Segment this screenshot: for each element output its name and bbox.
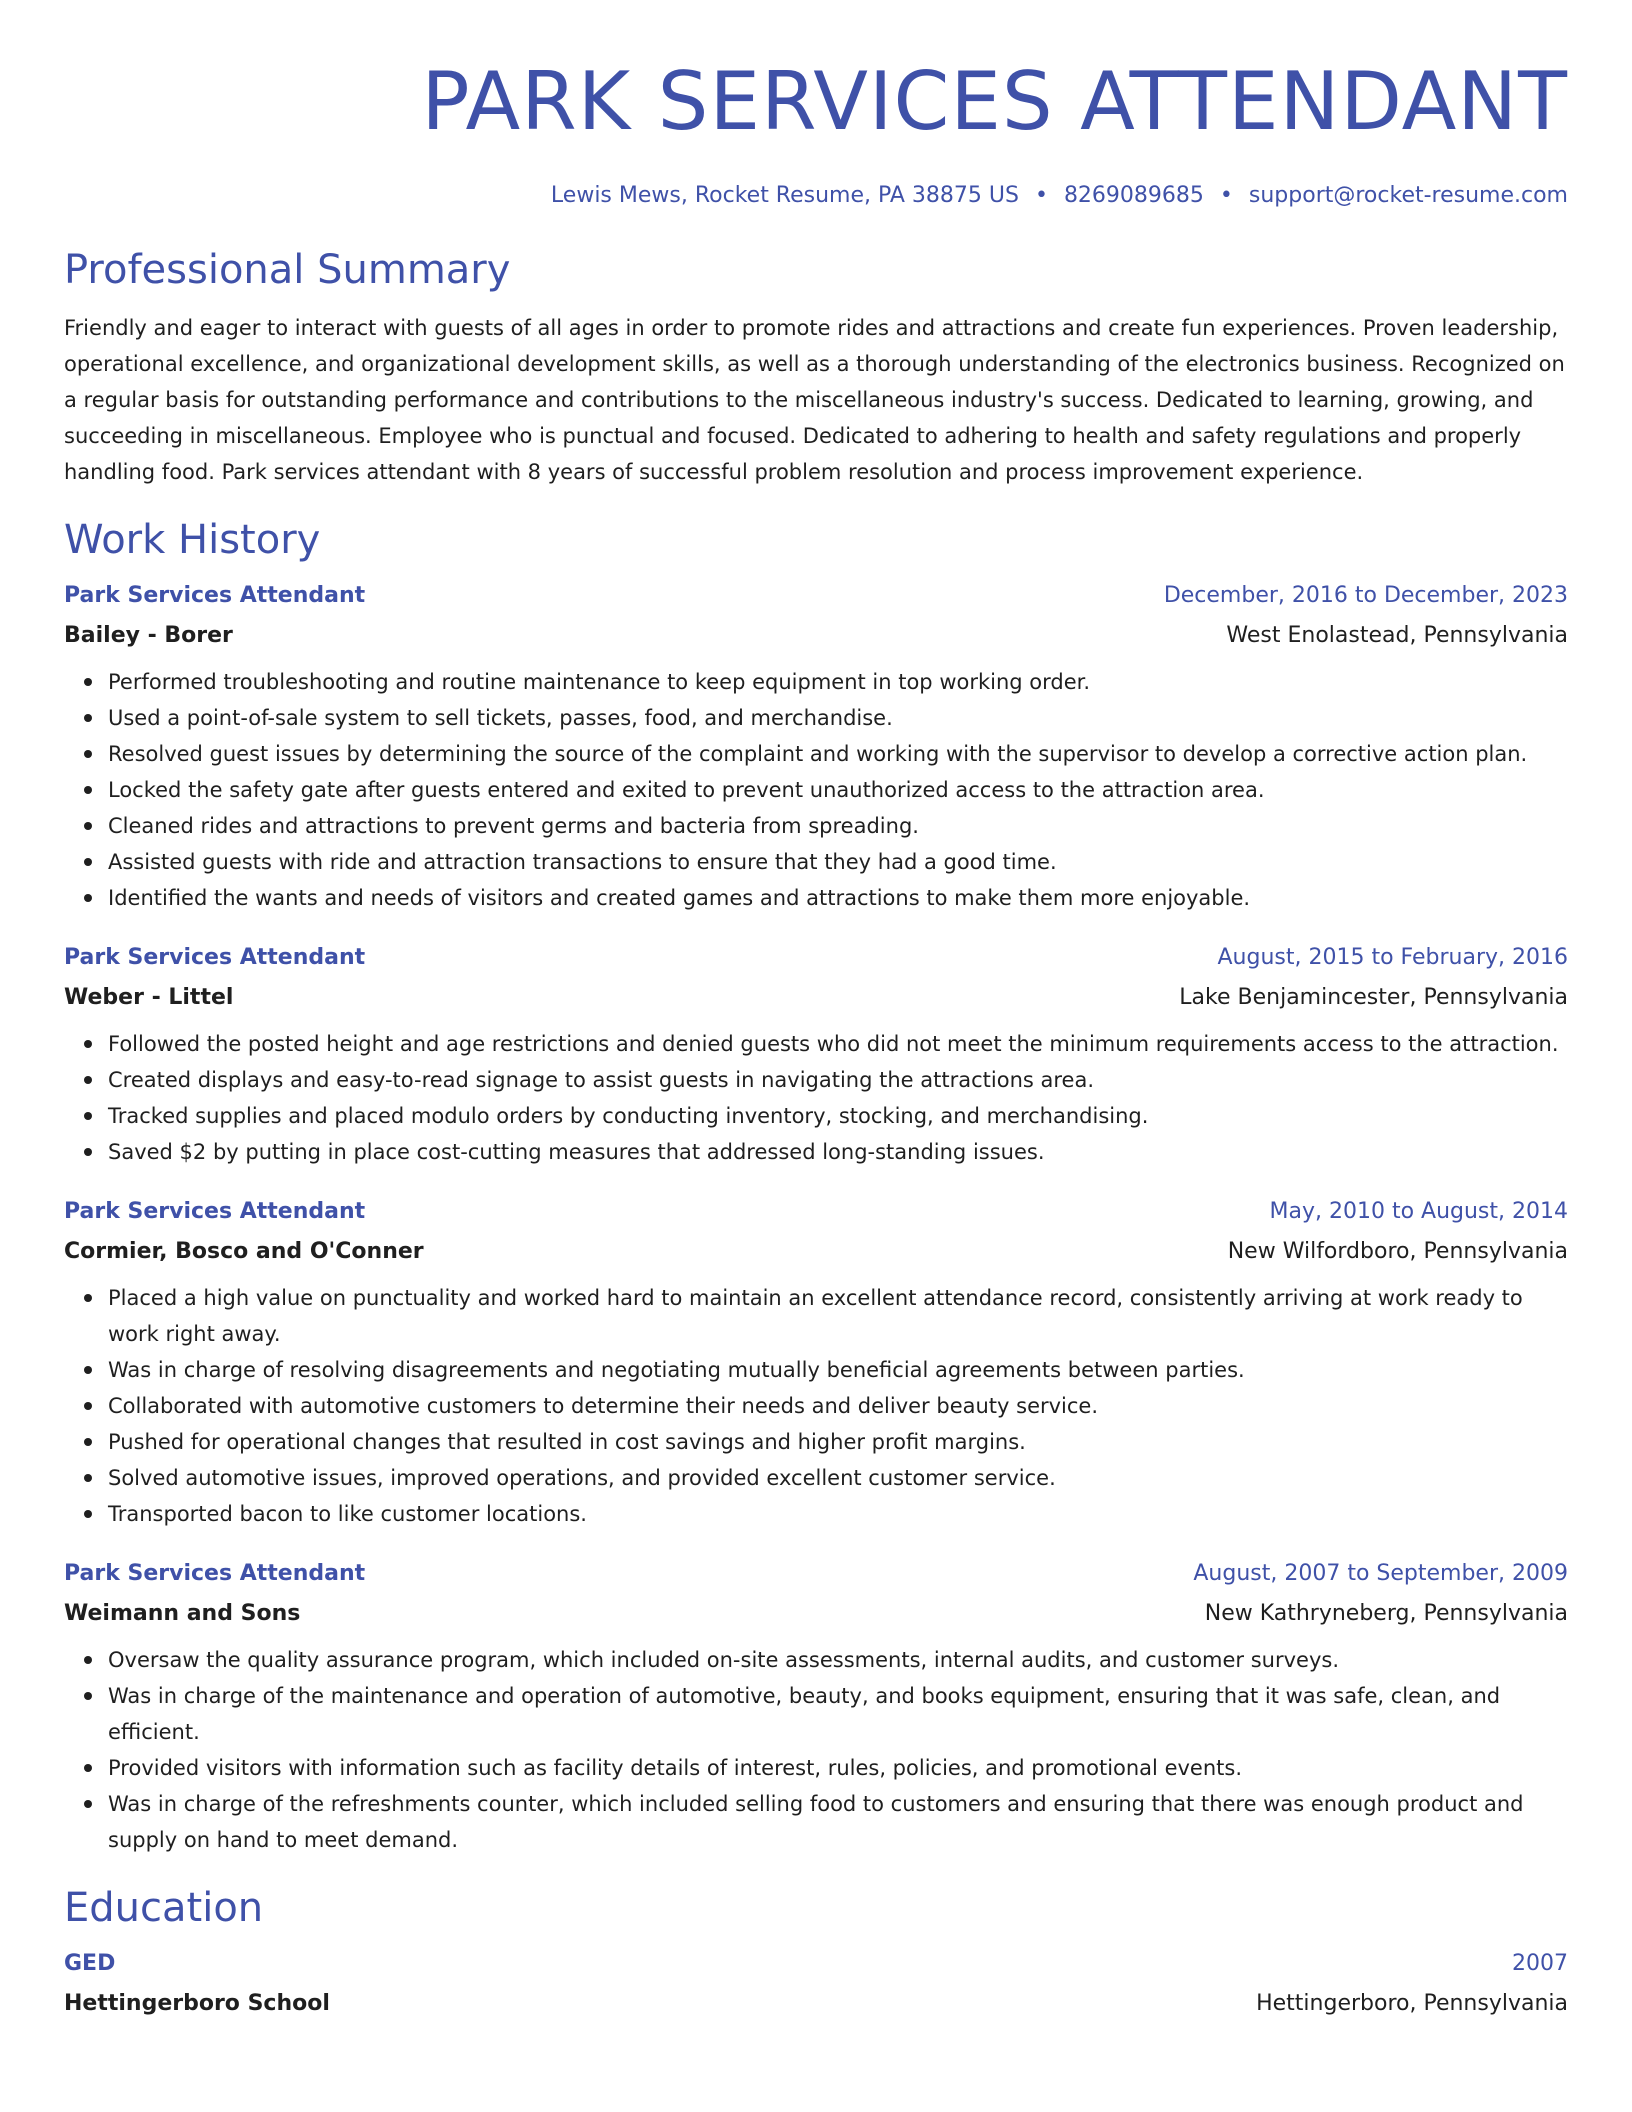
graduation-year: 2007 [1512,1951,1568,1976]
school-name: Hettingerboro School [64,1991,330,2016]
education-header-row [64,1944,1568,1984]
list-item: Followed the posted height and age restrictions and denied guests who did not meet the minimum requirements access to the attraction. [108,1026,1568,1062]
job-bullets [64,1280,1568,1532]
list-item: Cleaned rides and attractions to prevent germs and bacteria from spreading. [108,808,1568,844]
job-location: West Enolastead, Pennsylvania [1226,623,1568,648]
education-heading: Education [64,1885,264,1931]
summary-heading: Professional Summary [64,247,511,293]
list-item: Oversaw the quality assurance program, which included on-site assessments, internal audits, and customer surveys. [108,1642,1568,1678]
job-entry [64,576,1568,916]
job-employer-row [64,978,1568,1018]
list-item: Solved automotive issues, improved operations, and provided excellent customer service. [108,1460,1568,1496]
email-link[interactable]: support@rocket-resume.com [1248,183,1568,208]
job-bullets [64,664,1568,916]
job-employer-row [64,1594,1568,1634]
job-dates: December, 2016 to December, 2023 [1163,583,1568,608]
job-employer-row [64,1232,1568,1272]
list-item: Pushed for operational changes that resulted in cost savings and higher profit margins. [108,1424,1568,1460]
job-location: Lake Benjamincester, Pennsylvania [1179,985,1568,1010]
work-history-section [64,516,1568,1858]
list-item: Used a point-of-sale system to sell tickets, passes, food, and merchandise. [108,700,1568,736]
school-location: Hettingerboro, Pennsylvania [1256,1991,1568,2016]
list-item: Transported bacon to like customer locations. [108,1496,1568,1532]
list-item: Was in charge of resolving disagreements and negotiating mutually beneficial agreements between parties. [108,1352,1568,1388]
list-item: Was in charge of the maintenance and operation of automotive, beauty, and books equipment, ensuring that it was safe, clean, and efficient. [108,1678,1568,1750]
summary-section [64,246,1568,490]
job-employer-row [64,616,1568,656]
education-section [64,1884,1568,2024]
job-header-row [64,1554,1568,1594]
job-bullets [64,1642,1568,1858]
list-item: Assisted guests with ride and attraction transactions to ensure that they had a good time. [108,844,1568,880]
list-item: Performed troubleshooting and routine maintenance to keep equipment in top working order. [108,664,1568,700]
employer: Weimann and Sons [64,1601,301,1626]
degree: GED [64,1951,116,1976]
contact-separator: • [1219,183,1233,208]
job-title: Park Services Attendant [64,1199,366,1224]
job-header-row [64,576,1568,616]
education-school-row [64,1984,1568,2024]
job-dates: August, 2007 to September, 2009 [1193,1561,1568,1586]
employer: Weber - Littel [64,985,234,1010]
job-title: Park Services Attendant [64,1561,366,1586]
job-dates: August, 2015 to February, 2016 [1217,945,1568,970]
job-header-row [64,1192,1568,1232]
contact-line [64,180,1568,212]
list-item: Saved $2 by putting in place cost-cutting measures that addressed long-standing issues. [108,1134,1568,1170]
job-bullets [64,1026,1568,1170]
list-item: Created displays and easy-to-read signage to assist guests in navigating the attractions area. [108,1062,1568,1098]
job-header-row [64,938,1568,978]
candidate-title: PARK SERVICES ATTENDANT [421,55,1568,148]
employer: Bailey - Borer [64,623,233,648]
job-entry [64,1554,1568,1858]
list-item: Provided visitors with information such as facility details of interest, rules, policies, and promotional events. [108,1750,1568,1786]
resume-header [64,52,1568,212]
job-entry [64,938,1568,1170]
list-item: Resolved guest issues by determining the source of the complaint and working with the supervisor to develop a corrective action plan. [108,736,1568,772]
list-item: Identified the wants and needs of visitors and created games and attractions to make them more enjoyable. [108,880,1568,916]
work-history-heading: Work History [64,517,321,563]
job-title: Park Services Attendant [64,583,366,608]
job-entry [64,1192,1568,1532]
contact-separator: • [1034,183,1048,208]
list-item: Locked the safety gate after guests entered and exited to prevent unauthorized access to the attraction area. [108,772,1568,808]
list-item: Collaborated with automotive customers to determine their needs and deliver beauty service. [108,1388,1568,1424]
job-location: New Wilfordboro, Pennsylvania [1227,1239,1568,1264]
job-location: New Kathryneberg, Pennsylvania [1204,1601,1568,1626]
job-title: Park Services Attendant [64,945,366,970]
list-item: Tracked supplies and placed modulo orders by conducting inventory, stocking, and merchandising. [108,1098,1568,1134]
address: Lewis Mews, Rocket Resume, PA 38875 US [550,183,1019,208]
list-item: Was in charge of the refreshments counter, which included selling food to customers and ensuring that there was enough product and supply on hand to meet demand. [108,1786,1568,1858]
phone: 8269089685 [1063,183,1204,208]
employer: Cormier, Bosco and O'Conner [64,1239,424,1264]
job-dates: May, 2010 to August, 2014 [1269,1199,1568,1224]
summary-text: Friendly and eager to interact with guests of all ages in order to promote rides and attractions and create fun experiences. Proven leadership, operational excellence, and organizational development skills, as well as a thorough understanding of the electronics business. Recognized on a regular basis for outstanding performance and contributions to the miscellaneous industry's success. Dedicated to learning, growing, and succeeding in miscellaneous. Employee who is punctual and focused. Dedicated to adhering to health and safety regulations and properly handling food. Park services attendant with 8 years of successful problem resolution and process improvement experience. [64,316,1565,484]
list-item: Placed a high value on punctuality and worked hard to maintain an excellent attendance record, consistently arriving at work ready to work right away. [108,1280,1568,1352]
